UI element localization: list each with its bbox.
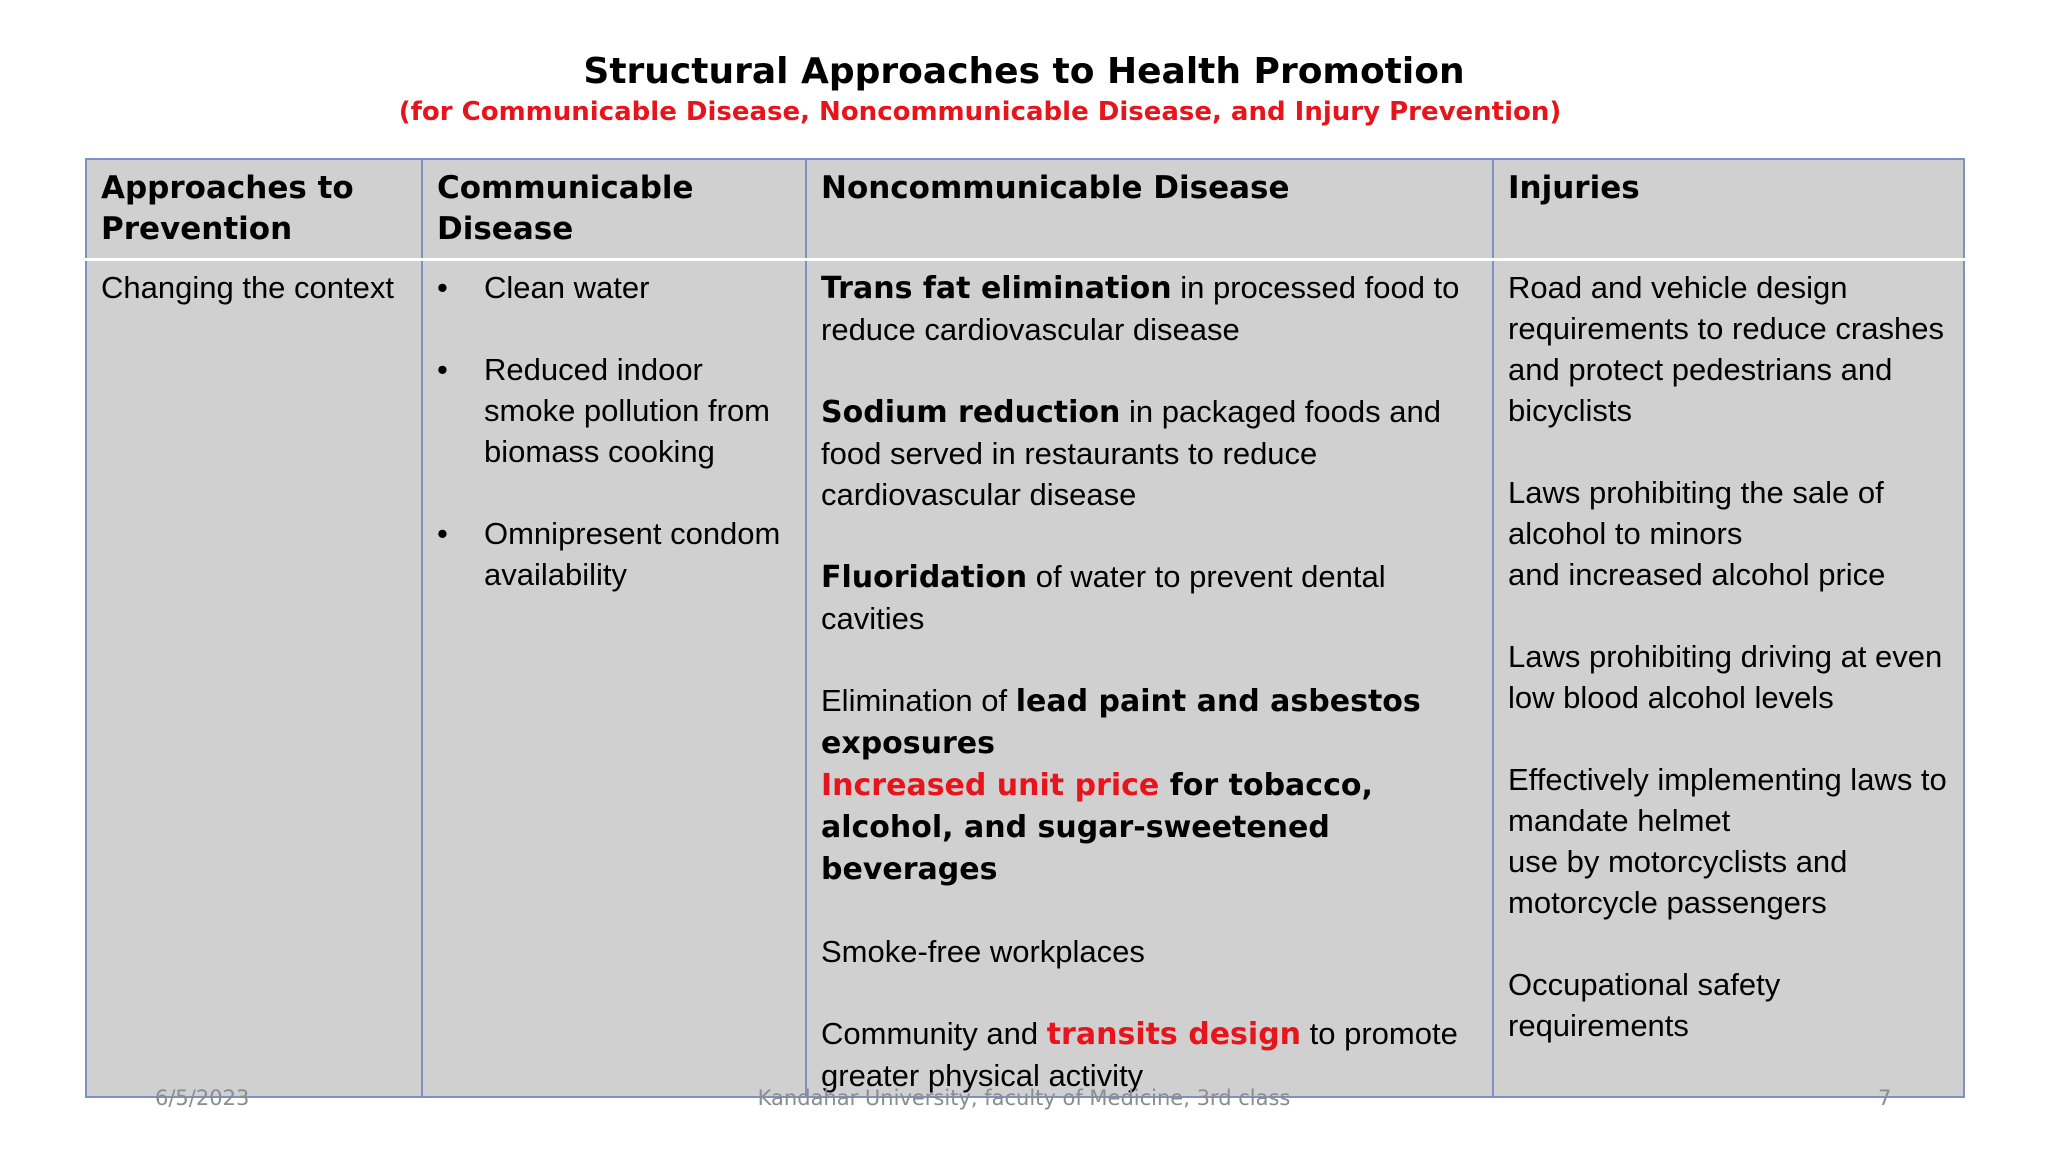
header-noncommunicable: Noncommunicable Disease — [806, 159, 1493, 260]
ncd-community-red: transits design — [1046, 1017, 1302, 1052]
list-item — [437, 349, 791, 472]
ncd-sodium — [821, 391, 1478, 515]
ncd-sodium-bold: Sodium reduction — [821, 395, 1121, 430]
approach-label: Changing the context — [101, 270, 394, 305]
injury-helmet-use: use by motorcyclists and motorcycle passengers — [1508, 844, 1848, 920]
ncd-lead — [821, 680, 1478, 764]
injury-helmet-law: Effectively implementing laws to mandate helmet — [1508, 762, 1947, 838]
communicable-list — [437, 267, 791, 595]
table-row — [86, 260, 1964, 1098]
ncd-fluoridation-text: of water to prevent dental cavities — [821, 559, 1386, 636]
ncd-trans-fat-text: in processed food to reduce cardiovascular disease — [821, 270, 1460, 347]
ncd-trans-fat-bold: Trans fat elimination — [821, 271, 1172, 306]
ncd-fluoridation-bold: Fluoridation — [821, 560, 1028, 595]
injury-road-design: Road and vehicle design requirements to reduce crashes and protect pedestrians and bicyclists — [1508, 270, 1944, 428]
ncd-smoke-free: Smoke-free workplaces — [821, 934, 1145, 969]
ncd-lead-bold: lead paint and asbestos exposures — [821, 684, 1421, 761]
injury-occupational: Occupational safety requirements — [1508, 967, 1781, 1043]
injury-alcohol-minors: Laws prohibiting the sale of alcohol to minors — [1508, 475, 1884, 551]
injury-blood-alcohol: Laws prohibiting driving at even low blood alcohol levels — [1508, 639, 1943, 715]
slide-subtitle: (for Communicable Disease, Noncommunicable Disease, and Injury Prevention) — [398, 97, 1562, 127]
table-header-row — [86, 159, 1964, 260]
list-item — [437, 267, 791, 308]
communicable-item-condom: Omnipresent condom availability — [484, 516, 781, 592]
page-number: 7 — [1878, 1086, 1892, 1110]
header-approaches: Approaches to Prevention — [86, 159, 422, 260]
footer-date: 6/5/2023 — [155, 1086, 250, 1110]
ncd-price-bold: for tobacco, alcohol, and sugar-sweetened beverages — [821, 768, 1373, 887]
cell-injuries — [1493, 260, 1964, 1098]
ncd-trans-fat — [821, 267, 1478, 350]
cell-communicable — [422, 260, 806, 1098]
bullet-icon: • — [437, 270, 448, 305]
cell-approach — [86, 260, 422, 1098]
communicable-item-indoor-smoke: Reduced indoor smoke pollution from biomass cooking — [484, 352, 771, 469]
ncd-price-red: Increased unit price — [821, 768, 1160, 803]
header-injuries: Injuries — [1493, 159, 1964, 260]
approaches-table — [85, 158, 1965, 1098]
ncd-fluoridation — [821, 556, 1478, 639]
communicable-item-clean-water: Clean water — [484, 270, 650, 305]
slide-title: Structural Approaches to Health Promotion — [583, 51, 1465, 92]
list-item — [437, 513, 791, 595]
ncd-community-prefix: Community and — [821, 1016, 1047, 1051]
ncd-lead-prefix: Elimination of — [821, 683, 1016, 718]
bullet-icon: • — [437, 516, 448, 551]
footer-institution: Kandahar University, faculty of Medicine, 3rd class — [757, 1086, 1291, 1110]
injury-alcohol-price: and increased alcohol price — [1508, 557, 1886, 592]
cell-noncommunicable — [806, 260, 1493, 1098]
header-communicable: Communicable Disease — [422, 159, 806, 260]
ncd-sodium-text: in packaged foods and food served in restaurants to reduce cardiovascular disease — [821, 394, 1441, 512]
bullet-icon: • — [437, 352, 448, 387]
ncd-price — [821, 764, 1478, 890]
ncd-community-text: to promote greater physical activity — [821, 1016, 1458, 1093]
